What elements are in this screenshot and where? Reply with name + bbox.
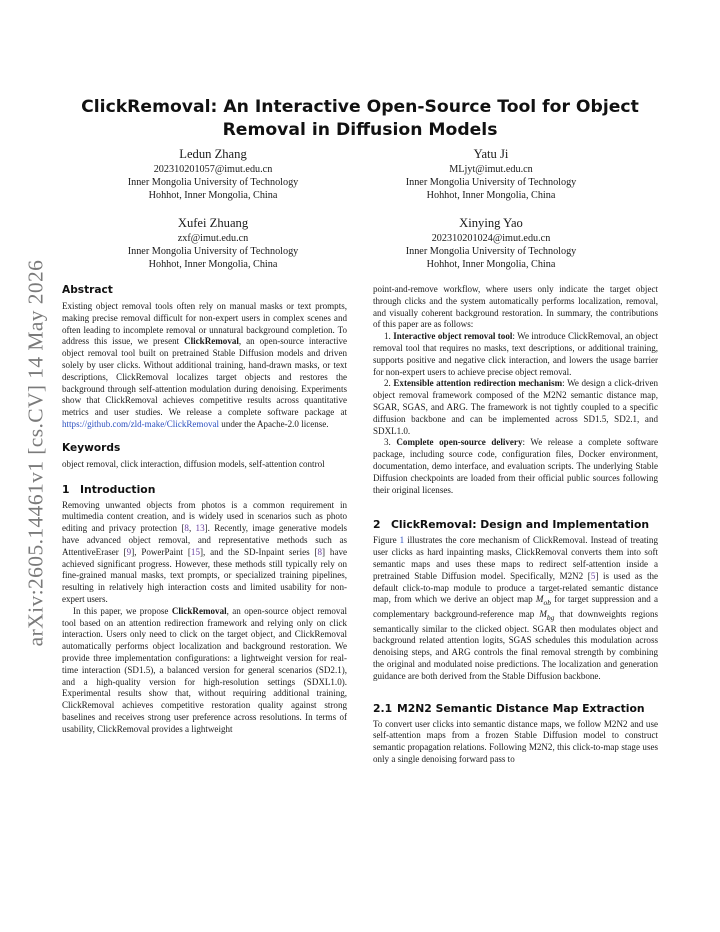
citation-link[interactable]: 5: [590, 570, 596, 581]
citation-link[interactable]: 8: [184, 523, 189, 534]
author-name: Yatu Ji: [473, 147, 509, 161]
citation-link[interactable]: 9: [126, 546, 132, 557]
author-location: Hohhot, Inner Mongolia, China: [426, 259, 556, 271]
citation-link[interactable]: 8: [317, 546, 323, 557]
arxiv-stamp-text: arXiv:2605.14461v1 [cs.CV] 14 May 2026: [23, 259, 48, 646]
contribution-item: 3. Complete open-source delivery: We release a complete software package, including source code, configuration files, Docker environment, documentation, demo interface, and evaluation scripts. The underlying Stable Diffusion checkpoints are loaded from their official public sources following their original licenses.: [373, 437, 658, 495]
author-email: 202310201024@imut.edu.cn: [431, 232, 551, 244]
keywords-text: object removal, click interaction, diffusion models, self-attention control: [62, 458, 325, 469]
keywords-heading: Keywords: [62, 441, 121, 454]
section-paragraph: To convert user clicks into semantic distance maps, we follow M2N2 and use self-attention maps from a frozen Stable Diffusion model to construct semantic propagation relations. Following M2N2, this click-to-map stage uses only a single denoising forward pass to: [373, 718, 658, 764]
section-heading: 1 Introduction: [62, 482, 156, 496]
author-block: [346, 216, 636, 272]
author-location: Hohhot, Inner Mongolia, China: [426, 190, 556, 202]
arxiv-stamp: [18, 255, 54, 650]
author-name: Xinying Yao: [459, 216, 523, 230]
author-affiliation: Inner Mongolia University of Technology: [127, 176, 299, 188]
author-location: Hohhot, Inner Mongolia, China: [148, 259, 278, 271]
author-name: Xufei Zhuang: [177, 216, 249, 230]
section-heading: 2 ClickRemoval: Design and Implementation: [373, 518, 650, 532]
author-affiliation: Inner Mongolia University of Technology: [127, 245, 299, 257]
citation-link[interactable]: 15: [190, 546, 200, 557]
contribution-item: 2. Extensible attention redirection mechanism: We design a click-driven object removal framework composed of the M2N2 semantic distance map, SGAR, SGAS, and ARG. The framework is not tightly coupled to a specific diffusion backbone and can be implemented across SD1.5, SD2.1, and SDXL1.0.: [373, 378, 658, 436]
left-column: [62, 284, 347, 736]
abstract-heading: Abstract: [62, 284, 113, 296]
author-block: [68, 147, 358, 203]
figure-link[interactable]: 1: [399, 535, 405, 546]
intro-paragraph: Removing unwanted objects from photos is a common requirement in multimedia content creation, and is widely used in scenarios such as photo editing and privacy protection [8, 13]. Recently, image generative models have advanced object removal, and representative methods such as AttentiveEraser [9], PowerPaint [15], and the SD-Inpaint series [8] have achieved significant progress. However, these methods still typically rely on fine-grained manual masks, text prompts, or specialized training pipelines, resulting in relatively high interaction costs and limited usability for non-expert users.: [62, 499, 348, 604]
paper-title: ClickRemoval: An Interactive Open-Source Tool for Object Removal in Diffusion Models: [81, 97, 639, 140]
contribution-item: 1. Interactive object removal tool: We introduce ClickRemoval, an object removal tool that requires no masks, text descriptions, or additional training, supports positive and negative click interaction, and lowers the usage barrier for non-expert users to achieve precise object removal.: [373, 331, 658, 377]
right-column: [373, 284, 658, 766]
author-location: Hohhot, Inner Mongolia, China: [148, 190, 278, 202]
author-block: [68, 216, 358, 272]
citation-link[interactable]: 13: [195, 523, 205, 534]
author-affiliation: Inner Mongolia University of Technology: [405, 245, 577, 257]
intro-paragraph: In this paper, we propose ClickRemoval, an open-source object removal tool based on an attention redirection framework and relying only on click interaction. Users only need to click on the target object, and ClickRemoval automatically performs object localization and background restoration. We provide three implementation configurations: a lightweight version for real-time interaction (SD1.5), a balanced version for general scenarios (SD2.1), and a high-quality version for high-resolution settings (SDXL1.0). Experimental results show that, without requiring additional training, ClickRemoval achieves competitive restoration quality against strong baselines and receives strong user preference across resolutions. In terms of usability, ClickRemoval provides a lightweight: [62, 605, 347, 734]
author-email: zxf@imut.edu.cn: [177, 232, 249, 244]
github-link[interactable]: https://github.com/zld-make/ClickRemoval: [62, 418, 220, 429]
author-affiliation: Inner Mongolia University of Technology: [405, 176, 577, 188]
author-email: MLjyt@imut.edu.cn: [449, 163, 533, 175]
author-block: [346, 147, 636, 203]
section-paragraph: Figure 1 illustrates the core mechanism of ClickRemoval. Instead of treating user clicks as hard inpainting masks, ClickRemoval converts them into soft semantic maps and uses these maps to redirect self-attention inside a pretrained Stable Diffusion model. Specifically, M2N2 [5] is used as the default click-to-map module to produce a target-related semantic distance map, from which we derive an object map $M_{ob}$ for target suppression and a complementary background-reference map $M_{bg}$ that downweights regions semantically similar to the clicked object. SGAR then modulates object and background related attention logits, SGAS schedules this modulation across denoising steps, and ARG controls the final removal strength by combining the original and modulated noise predictions. The localization and generation guidance are both derived from the Stable Diffusion backbone.: [373, 535, 659, 681]
intro-paragraph: point-and-remove workflow, where users only indicate the target object through clicks and the system automatically performs localization, removal, and visually coherent background restoration. In summary, the contributions of this paper are as follows:: [373, 284, 658, 330]
subsection-heading: 2.1 M2N2 Semantic Distance Map Extraction: [373, 701, 645, 715]
author-email: 202310201057@imut.edu.cn: [153, 163, 273, 175]
abstract-text: Existing object removal tools often rely on manual masks or text prompts, making precise removal difficult for non-expert users in complex scenes and often leading to incomplete removal or unnatural background completion. To address this issue, we present ClickRemoval, an open-source interactive object removal tool built on pretrained Stable Diffusion models and driven solely by user clicks. Without additional training, hand-drawn masks, or text descriptions, ClickRemoval localizes target objects and restores the background through self-attention modulation during denoising. Experiments show that ClickRemoval achieves competitive results across quantitative metrics and user studies. We release a complete software package at https://github.com/zld-make/ClickRemoval under the Apache-2.0 license.: [62, 301, 347, 429]
author-name: Ledun Zhang: [179, 147, 247, 161]
